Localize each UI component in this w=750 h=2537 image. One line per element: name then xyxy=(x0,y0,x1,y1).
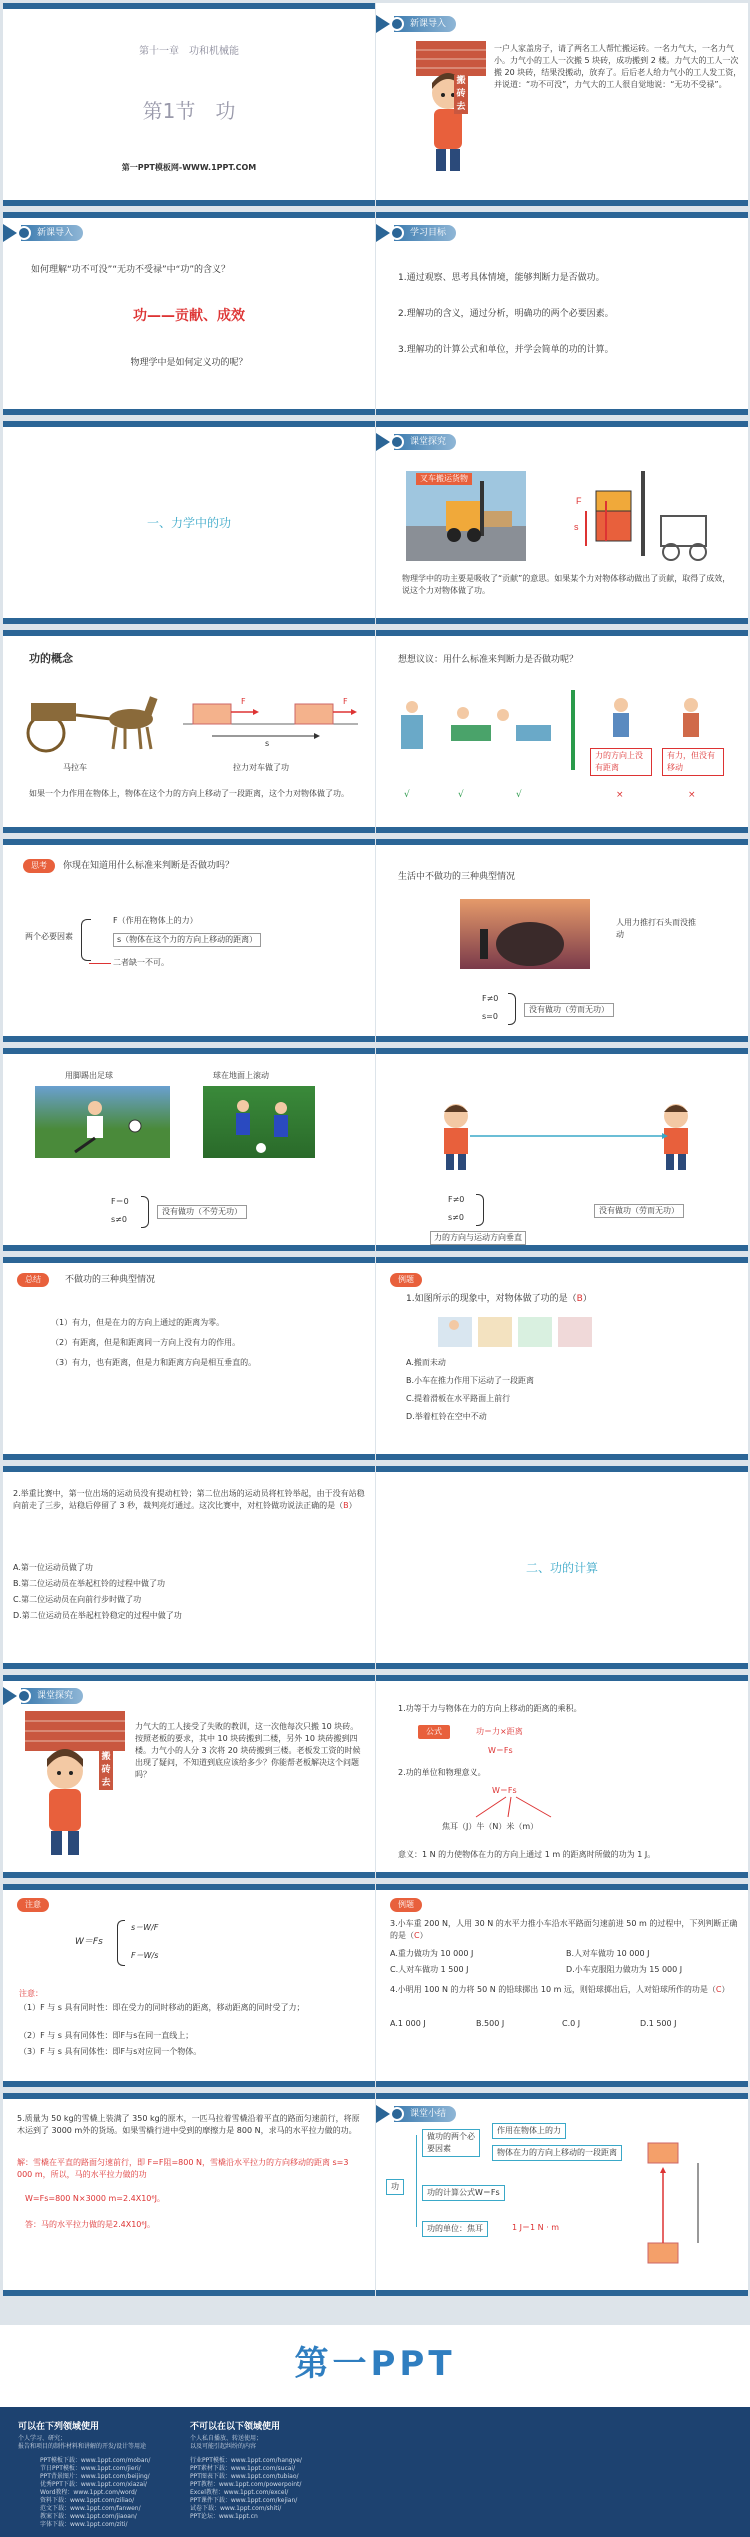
col2-sub2: 以及可能引起纠纷的内容 xyxy=(190,2443,257,2450)
check-mark-2: √ xyxy=(458,790,464,800)
factor-f: F（作用在物体上的力） xyxy=(113,916,198,925)
forklift-label: 叉车搬运货物 xyxy=(416,473,472,485)
q3-text: 3.小车重 200 N，人用 30 N 的水平力推小车沿水平路面匀速前进 50 m 的过程中，下列判断正确的是（C） xyxy=(390,1919,738,1940)
factor-distance: 物体在力的方向上移动的一段距离 xyxy=(492,2145,622,2161)
footer-link[interactable]: 试卷下载：www.1ppt.com/shiti/ xyxy=(190,2505,282,2512)
footer-link[interactable]: PPT课件下载：www.1ppt.com/kejian/ xyxy=(190,2497,298,2504)
footer-link[interactable]: 节日PPT模板：www.1ppt.com/jieri/ xyxy=(40,2465,141,2472)
example-tag: 例题 xyxy=(390,1273,422,1287)
discuss-title: 想想议议：用什么标准来判断力是否做功呢？ xyxy=(398,655,579,665)
goal-2: 2.理解功的含义，通过分析，明确功的两个必要因素。 xyxy=(398,309,614,319)
distance-label: s xyxy=(265,739,270,748)
svg-text:s: s xyxy=(574,522,579,532)
concept-text: 如果一个力作用在物体上，物体在这个力的方向上移动了一段距离，这个力对物体做了功。 xyxy=(29,789,349,798)
footer-link[interactable]: PPT教程：www.1ppt.com/powerpoint/ xyxy=(190,2481,302,2488)
note-1: （1）F 与 s 具有同时性：即在受力的同时移动的距离，移动距离的同时受了力； xyxy=(19,2003,305,2012)
reason-box-2: 有力，但没有移动 xyxy=(662,748,724,776)
slide-example2[interactable] xyxy=(3,1466,375,1669)
slide-discuss[interactable] xyxy=(376,630,748,833)
example2-question: 2.举重比赛中，第一位出场的运动员没有提动杠铃；第二位出场的运动员将杠铃举起，由于没有站稳向前走了三步，站稳后停留了 3 秒，裁判亮灯通过。这次比赛中，对杠铃做功说法正确的是（B） xyxy=(13,1489,365,1510)
reason-box-1: 力的方向上没有距离 xyxy=(590,748,652,776)
cond-s: s≠0 xyxy=(111,1215,127,1224)
option-a: A.搬而未动 xyxy=(406,1358,446,1367)
note-3: （3）F 与 s 具有同体性：即F与s对应同一个物体。 xyxy=(19,2047,202,2056)
option-d: D.举着杠铃在空中不动 xyxy=(406,1412,487,1421)
check-mark-3: √ xyxy=(516,790,522,800)
section-header: 学习目标 xyxy=(376,224,506,242)
intro-text: 一户人家盖房子，请了两名工人帮忙搬运砖。一名力气大，一名力气小。力气小的工人一次搬 5 块砖，成功搬到 2 楼。力气大的工人一次搬 20 块砖，结果没搬动，放弃了。后后老人给力气小的工人发工资，并说道：“功不可没”，力气大的工人很自觉地说：“无功不受禄”。 xyxy=(494,44,742,89)
force-label-1: F xyxy=(241,697,246,706)
slide-perpendicular[interactable] xyxy=(376,1048,748,1251)
caption-kick: 用脚踢出足球 xyxy=(65,1071,113,1080)
unit-node: 功的单位：焦耳 xyxy=(422,2221,488,2237)
slide-part1[interactable] xyxy=(3,421,375,624)
unit-meaning: 意义：1 N 的力使物体在力的方向上通过 1 m 的距离时所做的功为 1 J。 xyxy=(398,1850,656,1859)
q5-text: 5.质量为 50 kg的雪橇上装满了 350 kg的原木，一匹马拉着雪橇沿着平直的路面匀速前行，将原木运到了 3000 m外的货场。如果雪橇行进中受到的摩擦力是 800 N，求马的水平拉力做的功。 xyxy=(17,2114,360,2135)
section-title: 第1节 功 xyxy=(142,99,236,123)
formula-brace xyxy=(117,1920,125,1966)
cond-f: F≠0 xyxy=(448,1195,465,1204)
footer-link[interactable]: 行业PPT模板：www.1ppt.com/hangye/ xyxy=(190,2457,302,2464)
notes-tag: 注意 xyxy=(17,1898,49,1912)
q4-option-c: C.0 J xyxy=(562,2019,581,2028)
footer-link[interactable]: PPT模板下载：www.1ppt.com/moban/ xyxy=(40,2457,151,2464)
calculation: W=Fs=800 N×3000 m=2.4X10⁶J。 xyxy=(25,2194,165,2203)
worker-illustration xyxy=(416,41,486,181)
bottom-bar xyxy=(3,200,375,206)
cond-f: F≠0 xyxy=(482,994,499,1003)
goal-3: 3.理解功的计算公式和单位，并学会简单的功的计算。 xyxy=(398,345,614,355)
col2-title: 不可以在以下领域使用 xyxy=(190,2422,281,2432)
result-box: 没有做功（不劳无功） xyxy=(157,1205,247,1219)
option-b: B.小车在推力作用下运动了一段距离 xyxy=(406,1376,535,1385)
cases-title: 生活中不做功的三种典型情况 xyxy=(398,872,516,882)
root-node: 功 xyxy=(386,2179,404,2195)
slide-football[interactable] xyxy=(3,1048,375,1251)
cross-mark-2: × xyxy=(688,790,696,800)
force-diagram xyxy=(183,690,358,750)
col1-title: 可以在下列领域使用 xyxy=(18,2422,100,2432)
col1-sub: 个人学习、研究； xyxy=(18,2435,67,2442)
slide-question[interactable] xyxy=(3,212,375,415)
explore-text: 物理学中的功主要是吸收了“贡献”的意思。如果某个力对物体移动做出了贡献，取得了成效，说这个力对物体做了功。 xyxy=(402,574,731,595)
summary-item-2: （2）有距离，但是和距离同一方向上没有力的作用。 xyxy=(51,1338,241,1347)
brace xyxy=(476,1194,484,1226)
cond-s: s=0 xyxy=(482,1012,498,1021)
footer-link[interactable]: 资料下载：www.1ppt.com/ziliao/ xyxy=(40,2497,135,2504)
formula-node: 功的计算公式W＝Fs xyxy=(422,2185,505,2201)
option-c: C.提着滑板在水平路面上前行 xyxy=(406,1394,511,1403)
slide-explore2[interactable] xyxy=(3,1675,375,1878)
unit-arrows xyxy=(456,1795,576,1819)
slide-think[interactable] xyxy=(3,839,375,1042)
sign-text: 搬砖去 xyxy=(99,1751,113,1790)
caption-horse: 马拉车 xyxy=(63,763,87,772)
q3-option-c: C.人对车做功 1 500 J xyxy=(390,1965,469,1974)
svg-text:F: F xyxy=(576,496,582,506)
option-b: B.第二位运动员在举起杠铃的过程中做了功 xyxy=(13,1579,166,1588)
caption-roll: 球在地面上滚动 xyxy=(213,1071,269,1080)
footer-link[interactable]: Word教程：www.1ppt.com/word/ xyxy=(40,2489,137,2496)
formula-f: F＝W/s xyxy=(131,1951,159,1960)
section-header: 课堂探究 xyxy=(376,433,506,451)
factor-brace xyxy=(81,919,91,961)
unit-def: 1 J＝1 N · m xyxy=(512,2223,560,2232)
slide-explore[interactable] xyxy=(376,421,748,624)
notes-heading: 注意： xyxy=(19,1989,43,1998)
slide-title[interactable] xyxy=(3,3,375,206)
summary-item-3: （3）有力，也有距离，但是力和距离方向是相互垂直的。 xyxy=(51,1358,257,1367)
footer-link[interactable]: 范文下载：www.1ppt.com/fanwen/ xyxy=(40,2505,141,2512)
col1-sub2: 报告和项目的制作材料和讲解的开发/设计等用途 xyxy=(18,2443,147,2450)
rock-caption: 人用力推打石头而没推动 xyxy=(616,918,696,939)
q4-option-d: D.1 500 J xyxy=(640,2019,677,2028)
footer-link[interactable]: PPT论坛：www.1ppt.cn xyxy=(190,2513,258,2520)
work-diagram xyxy=(608,2133,728,2273)
goal-1: 1.通过观察、思考具体情境，能够判断力是否做功。 xyxy=(398,273,605,283)
think-tag: 思考 xyxy=(23,859,55,873)
cond-s: s≠0 xyxy=(448,1213,464,1222)
answer: 答：马的水平拉力做的是2.4X10⁶J。 xyxy=(25,2220,155,2229)
think-question: 你现在知道用什么标准来判断是否做功吗？ xyxy=(63,861,235,871)
example-question: 1.如图所示的现象中，对物体做了功的是（B） xyxy=(406,1294,592,1304)
factor-s: s（物体在这个力的方向上移动的距离） xyxy=(113,933,261,947)
factor-force: 作用在物体上的力 xyxy=(492,2123,566,2139)
section-header: 课堂小结 xyxy=(376,2105,506,2123)
section-header: 新课导入 xyxy=(3,224,133,242)
links-col-2 xyxy=(190,2457,340,2521)
sign-text: 搬砖去 xyxy=(454,75,468,114)
q4-option-b: B.500 J xyxy=(476,2019,505,2028)
footer xyxy=(0,2325,750,2537)
question-1: 如何理解“功不可没”“无功不受禄”中“功”的含义？ xyxy=(31,265,230,275)
factor-node: 做功的两个必要因素 xyxy=(422,2129,480,2157)
option-d: D.第二位运动员在举起杠铃稳定的过程中做了功 xyxy=(13,1611,182,1620)
slide-part2[interactable] xyxy=(376,1466,748,1669)
option-c: C.第二位运动员在向前行步时做了功 xyxy=(13,1595,142,1604)
direction-note: 力的方向与运动方向垂直 xyxy=(430,1231,526,1245)
slide-cases[interactable] xyxy=(376,839,748,1042)
footer-link[interactable]: 教案下载：www.1ppt.com/jiaoan/ xyxy=(40,2513,137,2520)
cond-f: F＝0 xyxy=(111,1197,129,1206)
horse-cart-image xyxy=(21,685,171,755)
summary-title: 不做功的三种典型情况 xyxy=(65,1275,156,1285)
chapter-title: 第十一章 功和机械能 xyxy=(139,46,239,57)
unit-names: 焦耳（J）牛（N）米（m） xyxy=(442,1822,539,1831)
gong-title: 功——贡献、成效 xyxy=(133,308,245,324)
result-box: 没有做功（劳而无功） xyxy=(524,1003,614,1017)
q3-option-a: A.重力做功为 10 000 J xyxy=(390,1949,474,1958)
rock-photo xyxy=(460,899,590,969)
example-figures xyxy=(436,1313,596,1349)
brace xyxy=(508,993,516,1025)
brace xyxy=(141,1196,149,1228)
force-label-2: F xyxy=(343,697,348,706)
q3-option-d: D.小车克服阻力做功为 15 000 J xyxy=(566,1965,683,1974)
section-header: 课堂探究 xyxy=(3,1687,133,1705)
slide-formula[interactable] xyxy=(376,1675,748,1878)
note-2: （2）F 与 s 具有同体性：即F与s在同一直线上； xyxy=(19,2031,194,2040)
slide-recap[interactable] xyxy=(376,2093,748,2296)
slide-summary[interactable] xyxy=(3,1257,375,1460)
wfs-center: W＝Fs xyxy=(492,1786,517,1795)
result-box: 没有做功（劳而无功） xyxy=(594,1204,684,1218)
both-required: 二者缺一不可。 xyxy=(113,958,169,967)
formula-tag: 公式 xyxy=(418,1725,450,1739)
factors-label: 两个必要因素 xyxy=(25,932,73,941)
units-heading: 2.功的单位和物理意义。 xyxy=(398,1768,486,1777)
formula-s: s＝W/F xyxy=(131,1923,159,1932)
option-a: A.第一位运动员做了功 xyxy=(13,1563,93,1572)
slide-intro[interactable] xyxy=(376,3,748,206)
boy-walking-figures xyxy=(426,1096,726,1176)
top-bar xyxy=(3,3,375,9)
q4-option-a: A.1 000 J xyxy=(390,2019,426,2028)
formula-symbols: W＝Fs xyxy=(488,1746,513,1755)
kick-photo xyxy=(35,1086,170,1158)
concept-title: 功的概念 xyxy=(29,652,73,665)
check-mark-1: √ xyxy=(404,790,410,800)
links-col-1 xyxy=(40,2457,180,2529)
tree-line xyxy=(416,2135,417,2227)
footer-link[interactable]: 字体下载：www.1ppt.com/ziti/ xyxy=(40,2521,128,2528)
col2-sub: 个人私自播放、转送使用； xyxy=(190,2435,263,2442)
footer-link[interactable]: PPT背景图片：www.1ppt.com/beijing/ xyxy=(40,2473,150,2480)
slide-example1[interactable] xyxy=(376,1257,748,1460)
part-title: 一、力学中的功 xyxy=(146,516,231,530)
formula-main: W＝Fs xyxy=(75,1937,103,1947)
arrow-line xyxy=(89,963,111,964)
q3-option-b: B.人对车做功 10 000 J xyxy=(566,1949,650,1958)
q4-text: 4.小明用 100 N 的力将 50 N 的铅球掷出 10 m 远，则铅球掷出后，人对铅球所作的功是（C） xyxy=(390,1985,730,1994)
footer-link[interactable]: 优秀PPT下载：www.1ppt.com/xiazai/ xyxy=(40,2481,147,2488)
roll-photo xyxy=(203,1086,315,1158)
example-tag: 例题 xyxy=(390,1898,422,1912)
formula-words: 功＝力×距离 xyxy=(476,1727,523,1736)
footer-link[interactable]: PPT素材下载：www.1ppt.com/sucai/ xyxy=(190,2465,296,2472)
solution: 解：雪橇在平直的路面匀速前行，即 F=F阻=800 N，雪橇沿水平拉力的方向移动的距离 s=3 000 m，所以，马的水平拉力做的功 xyxy=(17,2158,349,2179)
slide-example4[interactable] xyxy=(3,2093,375,2296)
summary-tag: 总结 xyxy=(17,1273,49,1287)
definition: 1.功等于力与物体在力的方向上移动的距离的乘积。 xyxy=(398,1704,582,1713)
slide-concept[interactable] xyxy=(3,630,375,833)
footer-logo: 第一PPT xyxy=(294,2344,456,2384)
footer-link[interactable]: Excel教程：www.1ppt.com/excel/ xyxy=(190,2489,289,2496)
site-label: 第一PPT模板网-WWW.1PPT.COM xyxy=(121,163,257,172)
forklift-diagram xyxy=(566,466,716,566)
slide-goals[interactable] xyxy=(376,212,748,415)
cross-mark-1: × xyxy=(616,790,624,800)
footer-link[interactable]: PPT图表下载：www.1ppt.com/tubiao/ xyxy=(190,2473,299,2480)
slide-notes[interactable] xyxy=(3,1884,375,2087)
caption-force: 拉力对车做了功 xyxy=(233,763,289,772)
summary-item-1: （1）有力，但是在力的方向上通过的距离为零。 xyxy=(51,1318,225,1327)
part-title: 二、功的计算 xyxy=(525,1561,598,1575)
question-2: 物理学中是如何定义功的呢？ xyxy=(130,358,248,368)
section-header: 新课导入 xyxy=(376,15,506,33)
slide-example3[interactable] xyxy=(376,1884,748,2087)
explore2-text: 力气大的工人接受了失败的教训，这一次他每次只搬 10 块砖。按照老板的要求，其中 10 块砖搬到二楼，另外 10 块砖搬到四楼。力气小的人分 3 次将 20 块砖搬到三楼。老板发工资的时候出现了疑问，不知道到底应该给多少？你能帮老板解决这个问题吗？ xyxy=(135,1722,361,1779)
